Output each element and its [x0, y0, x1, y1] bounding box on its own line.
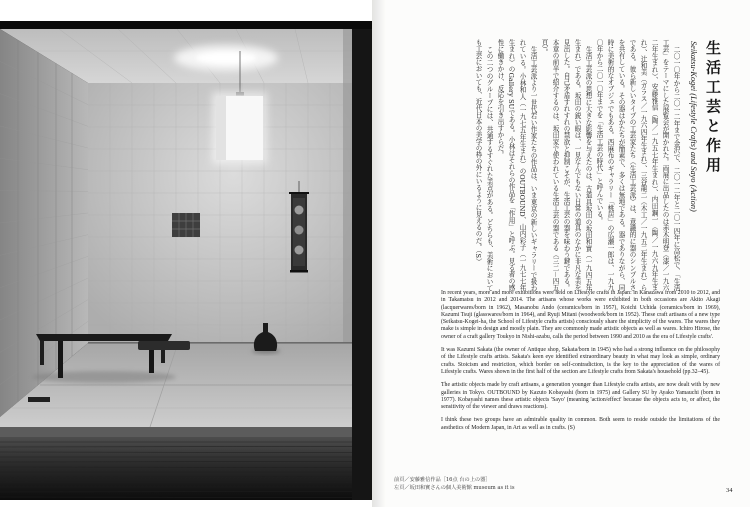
gutter-shadow [372, 0, 386, 507]
photo-captions [394, 477, 574, 492]
page-number: 34 [726, 487, 733, 494]
baseboard-line [88, 342, 352, 344]
scroll-top-rod [289, 192, 309, 194]
floor-object [28, 397, 50, 402]
table-shadow [32, 371, 176, 383]
english-paragraph: I think these two groups have an admirable quality in common. Both seem to reside outside the limitations of the aesthetics of Modern Japan, in Art as well as in crafts. (S) [441, 417, 720, 431]
article-title-japanese: 生活工芸と作用 [704, 40, 722, 177]
photo-scene [0, 21, 372, 500]
threshold-board [0, 427, 352, 437]
scroll-circle-motif [295, 226, 304, 235]
japanese-body-text [439, 39, 681, 291]
ceiling-light-core [196, 52, 256, 64]
japanese-paragraph: 生活工芸派より一世代若い作家たちの作品は、いま東京の新しいギャラリーで扱われている。小林和人（一九七五年生まれ）のOUTBOUND、山内彩子（一九七七年生まれ）のGallery SUである。小林はそれらの作品を「作用」と呼ぶ。見る者の感性に働きかけ、反応を引き出すからだ。 [496, 39, 537, 291]
scroll-circle-motif [295, 246, 304, 255]
left-page [0, 0, 372, 507]
japanese-paragraph: 生活工芸派の思想に大きな影響を与えたのは、古道具坂田の坂田和實（一九四五年生まれ）である。坂田の鋭い眼は、一見なんでもない日常の道具のなかに非凡な美を見出した。自己矛盾すれすれの禁欲と抑制こそが、生活工芸の器を味わう鍵である。本章の前半で紹介するのは、坂田家で使われている生活工芸の器である（三二－四五頁）。 [540, 39, 592, 291]
tatami-room-photo [0, 21, 372, 500]
scroll-circle-motif [295, 206, 304, 215]
top-beam [0, 21, 372, 29]
article-title-english: Seikatsu-Kogei (Lifestyle Crafts) and Sayo (Action) [689, 41, 698, 212]
english-paragraph: It was Kazumi Sakata (the owner of Antique shop, Sakata/born in 1945) who had a strong influence on the philosophy of the Lifestyle crafts artists. Sakata's keen eye identified extraordinary beauty in what may look as simple, ordinary crafts. Stoicism and restriction, which border on self-contradiction, is the key to the appreciation of the wares of Lifestyle crafts. Wares shown in the first half of the section are Lifestyle crafts from Sakata's household (pp.32–45). [441, 347, 720, 375]
floor-cushion [138, 341, 190, 350]
english-paragraph: The artistic objects made by craft artisans, a generation younger than Lifestyle crafts artists, are now dealt with by new galleries in Tokyo. OUTBOUND by Kazuto Kobayashi (born in 1975) and Gallery SU by Ayako Yamauchi (born in 1977). Kobayashi names these artistic objects 'Sayo' (meaning 'action/effect' because the objects acts to, or affect, the sensitivity of the viewer and draws reactions). [441, 382, 720, 411]
right-pillar [352, 21, 372, 500]
japanese-paragraph: 二〇一〇年から二〇一二年まで金沢で、二〇一二年と二〇一四年に高松で、「生活工芸」をテーマにした展覧会が開かれた。両展に出品したのは赤木明登（漆／一九六二年生まれ）、安藤雅信（陶／一九五七年生まれ）、内田鋼一（陶／一九六九年生まれ）、辻和美（ガラス／一九六四年生まれ）、三谷龍二（木工／一九五二年生まれ）らである。彼ら新しいタイプの工芸家たち（生活工芸派）は、意識的に器のシンプルさを共有している。その器はかたちが簡素で、多くは無地である。器でありながら、同時に美術的なオブジェでもある。西麻布のギャラリー「桃居」の広瀬一郎は、一九九〇年から二〇一〇年までを「生活工芸の時代」と呼んでいる。 [595, 39, 680, 291]
lantern-shaded-side [216, 96, 226, 160]
japanese-paragraph: この二つのグループには、共通するすぐれた美点がある。どちらも、美術においても工芸においても、近代日本の美学の枠の外にいるように見えるのだ。（S） [474, 39, 493, 291]
table-leg [58, 341, 63, 378]
caption-line: 前頁／安藤雅信作品［16点 台の上の器］ [394, 477, 491, 483]
table-leg [40, 341, 44, 365]
english-body-text [441, 290, 720, 438]
low-table-top [36, 334, 172, 341]
english-paragraph: In recent years, more and more exhibitions were held on Lifestyle crafts in Japan: in Kanazawa from 2010 to 2012, and in Takamatsu in 2012 and 2014. The artisans whose works were exhibited in both occasions are Akito Akagi (lacquerwares/born in 1962), Masanobu Ando (ceramics/born in 1957), Koichi Uchida (ceramics/born in 1969), Kazumi Tsuji (glasswares/born in 1964), and Ryuji Mitani (woodwork/born in 1952). These craft artisans of a new type (Seikatsu-Kogei-ha, the School of Lifestyle crafts artists) consciously share the simplicity of the wares. The wares they make is simple in design and mostly plain. They are commonly made artistic objects as well as wares. Ichiro Hirose, the owner of a craft gallery Toukyo in Nishi-azabu, calls the period between 1990 and 2010 as the era of Lifestyle crafts'. [441, 290, 720, 340]
scroll-bottom-rod [290, 270, 308, 273]
caption-line: 左頁／坂田和實さんの個人美術館 museum as it is [394, 484, 515, 491]
